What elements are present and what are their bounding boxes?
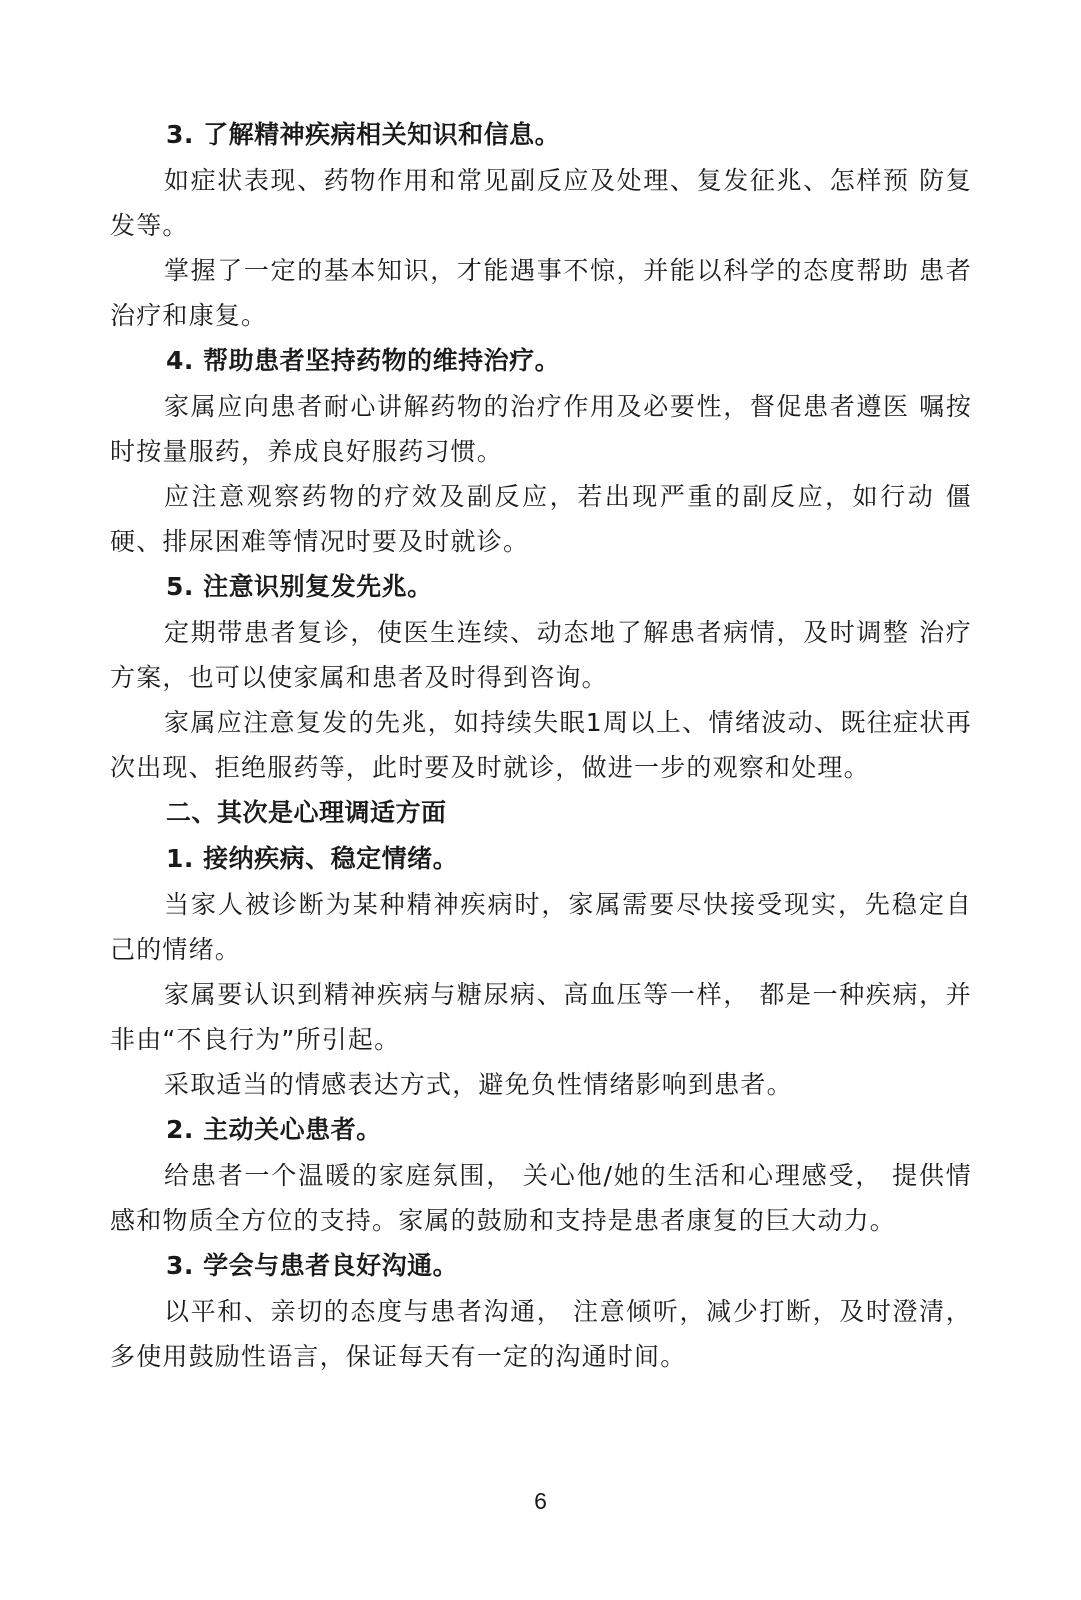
paragraph: 家属应向患者耐心讲解药物的治疗作用及必要性，督促患者遵医 嘱按时按量服药，养成良好服药习惯。 [110,392,972,466]
paragraph: 应注意观察药物的疗效及副反应，若出现严重的副反应，如行动 僵硬、排尿困难等情况时要及时就诊。 [110,482,972,556]
section-heading: 4. 帮助患者坚持药物的维持治疗。 [166,346,561,375]
section-heading: 1. 接纳疾病、稳定情绪。 [166,844,459,873]
section-heading: 2. 主动关心患者。 [166,1115,382,1144]
paragraph: 家属应注意复发的先兆，如持续失眠1周以上、情绪波动、既往症状再次出现、拒绝服药等，此时要及时就诊，做进一步的观察和处理。 [110,708,972,782]
paragraph: 定期带患者复诊，使医生连续、动态地了解患者病情，及时调整 治疗方案，也可以使家属和患者及时得到咨询。 [110,618,972,692]
paragraph: 以平和、亲切的态度与患者沟通， 注意倾听，减少打断，及时澄清，多使用鼓励性语言，保证每天有一定的沟通时间。 [110,1297,972,1371]
section-heading: 3. 学会与患者良好沟通。 [166,1251,459,1280]
chapter-heading: 二、其次是心理调适方面 [166,798,447,827]
document-body [110,112,972,1379]
paragraph: 给患者一个温暖的家庭氛围， 关心他/她的生活和心理感受， 提供情感和物质全方位的支持。家属的鼓励和支持是患者康复的巨大动力。 [110,1161,972,1235]
paragraph: 当家人被诊断为某种精神疾病时，家属需要尽快接受现实，先稳定自己的情绪。 [110,890,972,964]
paragraph: 掌握了一定的基本知识，才能遇事不惊，并能以科学的态度帮助 患者治疗和康复。 [110,256,972,330]
paragraph: 如症状表现、药物作用和常见副反应及处理、复发征兆、怎样预 防复发等。 [110,166,972,240]
page-number: 6 [534,1488,547,1514]
section-heading: 5. 注意识别复发先兆。 [166,572,433,601]
section-heading: 3. 了解精神疾病相关知识和信息。 [166,120,561,149]
paragraph: 家属要认识到精神疾病与糖尿病、高血压等一样， 都是一种疾病，并非由“不良行为”所引起。 [110,980,972,1054]
paragraph: 采取适当的情感表达方式，避免负性情绪影响到患者。 [164,1070,793,1099]
